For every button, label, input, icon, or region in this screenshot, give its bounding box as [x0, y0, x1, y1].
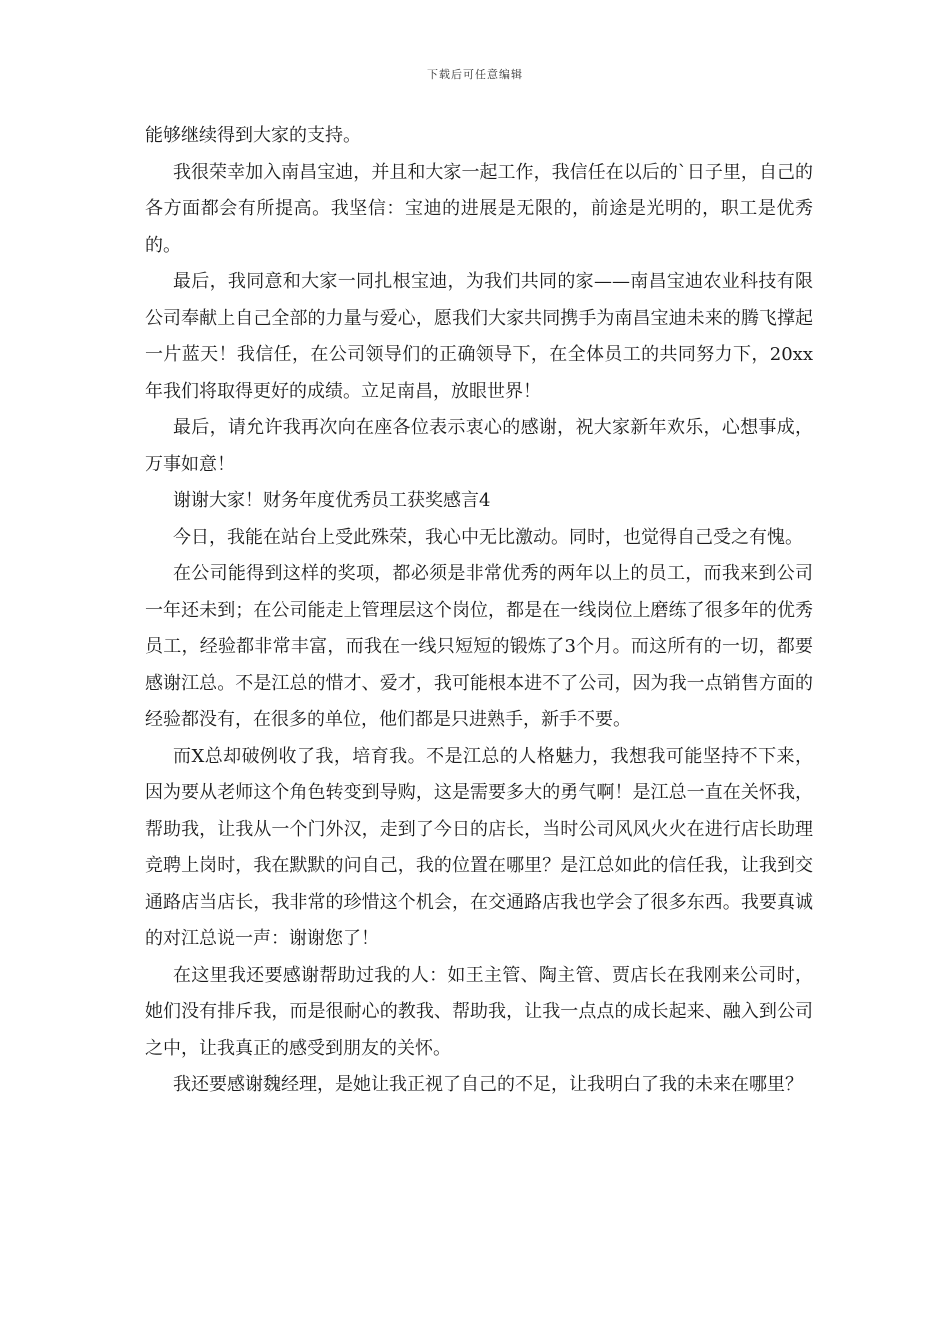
document-body	[145, 118, 813, 1104]
section-heading: 谢谢大家！财务年度优秀员工获奖感言4	[173, 490, 491, 511]
paragraph: 我还要感谢魏经理，是她让我正视了自己的不足，让我明白了我的未来在哪里？	[173, 1074, 803, 1095]
paragraph: 我很荣幸加入南昌宝迪，并且和大家一起工作，我信任在以后的`日子里，自己的各方面都会有所提高。我坚信：宝迪的进展是无限的，前途是光明的，职工是优秀的。	[145, 161, 813, 256]
paragraph: 能够继续得到大家的支持。	[145, 125, 361, 146]
paragraph: 在公司能得到这样的奖项，都必须是非常优秀的两年以上的员工，而我来到公司一年还未到；在公司能走上管理层这个岗位，都是在一线岗位上磨练了很多年的优秀员工，经验都非常丰富，而我在一线只短短的锻炼了3个月。而这所有的一切，都要感谢江总。不是江总的惜才、爱才，我可能根本进不了公司，因为我一点销售方面的经验都没有，在很多的单位，他们都是只进熟手，新手不要。	[145, 563, 813, 730]
paragraph: 而X总却破例收了我，培育我。不是江总的人格魅力，我想我可能坚持不下来，因为要从老师这个角色转变到导购，这是需要多大的勇气啊！是江总一直在关怀我，帮助我，让我从一个门外汉，走到了今日的店长，当时公司风风火火在进行店长助理竞聘上岗时，我在默默的问自己，我的位置在哪里？是江总如此的信任我，让我到交通路店当店长，我非常的珍惜这个机会，在交通路店我也学会了很多东西。我要真诚的对江总说一声：谢谢您了！	[145, 745, 813, 949]
paragraph: 最后，我同意和大家一同扎根宝迪，为我们共同的家——南昌宝迪农业科技有限公司奉献上自己全部的力量与爱心，愿我们大家共同携手为南昌宝迪未来的腾飞撑起一片蓝天！我信任，在公司领导们的正确领导下，在全体员工的共同努力下，20xx年我们将取得更好的成绩。立足南昌，放眼世界！	[145, 271, 813, 402]
page-header: 下载后可任意编辑	[427, 68, 523, 81]
paragraph: 今日，我能在站台上受此殊荣，我心中无比激动。同时，也觉得自己受之有愧。	[173, 526, 803, 548]
paragraph: 在这里我还要感谢帮助过我的人：如王主管、陶主管、贾店长在我刚来公司时，她们没有排斥我，而是很耐心的教我、帮助我，让我一点点的成长起来、融入到公司之中，让我真正的感受到朋友的关怀。	[145, 964, 813, 1059]
paragraph: 最后，请允许我再次向在座各位表示衷心的感谢，祝大家新年欢乐，心想事成，万事如意！	[145, 417, 813, 475]
